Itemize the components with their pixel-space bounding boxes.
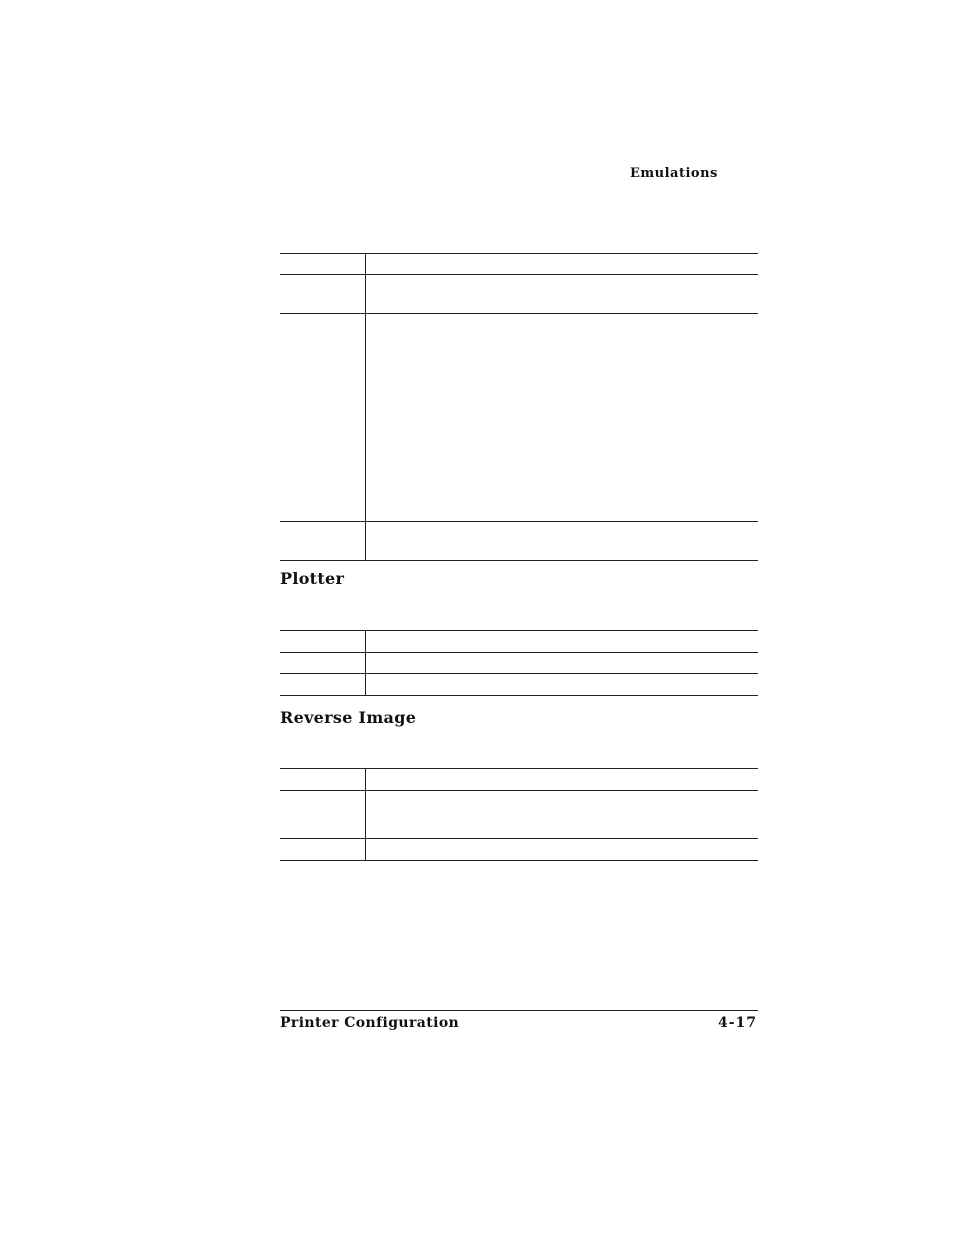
section-heading-reverse-image: Reverse Image [280,708,417,727]
footer-page-number: 4-17 [717,1015,757,1031]
table-row-divider [280,673,758,674]
table-row-divider [280,838,758,839]
footer-rule [280,1010,758,1011]
running-head: Emulations [630,166,718,181]
table-column-divider [365,253,366,560]
table-bottom-rule [280,560,758,561]
table-bottom-rule [280,695,758,696]
table-row-divider [280,521,758,522]
table-top-rule [280,768,758,769]
table-row-divider [280,652,758,653]
table-top-rule [280,253,758,254]
footer-chapter-title: Printer Configuration [280,1015,460,1031]
table-top-rule [280,630,758,631]
table-column-divider [365,630,366,695]
table-column-divider [365,768,366,860]
table-bottom-rule [280,860,758,861]
table-row-divider [280,313,758,314]
table-row-divider [280,790,758,791]
table-row-divider [280,274,758,275]
section-heading-plotter: Plotter [280,569,345,588]
